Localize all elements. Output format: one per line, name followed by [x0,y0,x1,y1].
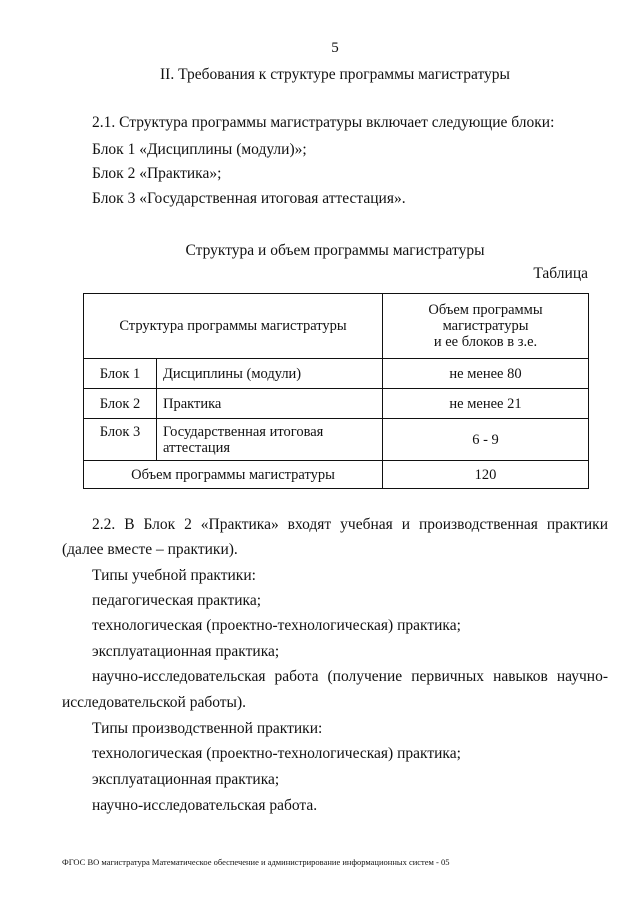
row-name: Практика [157,389,383,419]
row-value: не менее 21 [383,389,589,419]
page-footer: ФГОС ВО магистратура Математическое обеспечение и администрирование информационных систем - 05 [62,857,450,867]
total-label: Объем программы магистратуры [84,461,383,489]
prod-practice-item: научно-исследовательская работа. [92,797,318,814]
prod-practice-item: эксплуатационная практика; [92,771,280,788]
header-volume [383,294,589,359]
row-value: не менее 80 [383,359,589,389]
table-label: Таблица [533,265,588,282]
block-1-item: Блок 1 «Дисциплины (модули)»; [92,141,307,158]
paragraph-2-1: 2.1. Структура программы магистратуры включает следующие блоки: [92,114,555,131]
row-name-line-1: Государственная итоговая [163,423,324,440]
table-total-row [84,461,589,489]
prod-types-title: Типы производственной практики: [92,720,323,737]
prod-practice-item: технологическая (проектно-технологическая) практика; [92,745,461,762]
section-title: II. Требования к структуре программы магистратуры [160,66,510,83]
edu-practice-item: технологическая (проектно-технологическая) практика; [92,617,461,634]
paragraph-2-2-line-1: 2.2. В Блок 2 «Практика» входят учебная и производственная практики [92,516,608,533]
edu-practice-item: эксплуатационная практика; [92,643,280,660]
table-row [84,389,589,419]
edu-practice-item: педагогическая практика; [92,592,262,609]
table-row [84,419,589,461]
edu-practice-item-cont: исследовательской работы). [62,694,246,711]
header-structure: Структура программы магистратуры [84,294,383,359]
paragraph-2-2-line-2: (далее вместе – практики). [62,541,238,558]
block-2-item: Блок 2 «Практика»; [92,165,222,182]
row-name: Дисциплины (модули) [157,359,383,389]
row-name-line-2: аттестация [163,439,231,456]
table-row [84,359,589,389]
header-volume-line-3: и ее блоков в з.е. [433,334,538,350]
table-header-row [84,294,589,359]
header-volume-line-2: магистратуры [442,318,529,334]
row-value: 6 - 9 [383,419,589,461]
block-3-item: Блок 3 «Государственная итоговая аттестация». [92,190,406,207]
row-block: Блок 3 [84,419,157,461]
header-volume-line-1: Объем программы [428,302,543,318]
edu-types-title: Типы учебной практики: [92,567,256,584]
structure-table [83,293,589,489]
row-block: Блок 1 [84,359,157,389]
edu-practice-item: научно-исследовательская работа (получение первичных навыков научно- [92,668,608,685]
row-name [157,419,383,461]
row-block: Блок 2 [84,389,157,419]
total-value: 120 [383,461,589,489]
table-title: Структура и объем программы магистратуры [185,242,485,259]
page-number: 5 [331,40,339,56]
